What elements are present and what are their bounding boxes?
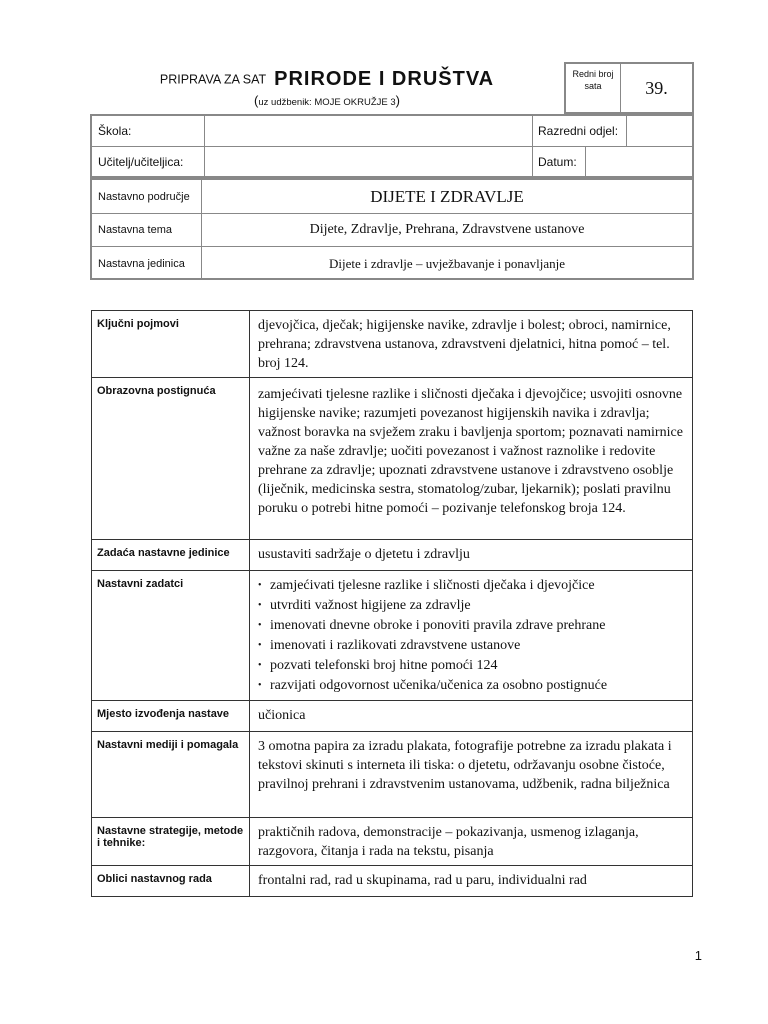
teacher-label: Učitelj/učiteljica: [98, 155, 184, 169]
list-item [258, 676, 692, 696]
key-concepts-value: djevojčica, dječak; higijenske navike, zdravlje i bolest; obroci, namirnice, prehrana; zdravstvena ustanova, zdravstveni djelatnici, hitna pomoć – tel. broj 124. [250, 311, 693, 378]
strategies-value: praktičnih radova, demonstracije – pokazivanja, usmenog izlaganja, razgovora, čitanja i rada na tekstu, pisanja [250, 818, 693, 866]
work-forms-label: Oblici nastavnog rada [92, 866, 250, 897]
objectives-label: Nastavni zadatci [92, 571, 250, 701]
area-value: DIJETE I ZDRAVLJE [370, 186, 524, 206]
row-objectives [92, 571, 693, 701]
lesson-task-label: Zadaća nastavne jedinice [92, 540, 250, 571]
lesson-plan-table [91, 310, 693, 897]
lesson-task-value: usustaviti sadržaje o djetetu i zdravlju [250, 540, 693, 571]
school-field[interactable] [204, 116, 532, 146]
outcomes-label: Obrazovna postignuća [92, 378, 250, 540]
lesson-number-value: 39. [645, 77, 668, 98]
school-info-box [90, 114, 694, 178]
row-location [92, 701, 693, 732]
list-item [258, 576, 692, 596]
subtitle-close-paren: ) [395, 93, 400, 108]
title-line [90, 68, 564, 91]
location-label: Mjesto izvođenja nastave [92, 701, 250, 732]
unit-value: Dijete i zdravlje – uvježbavanje i ponavljanje [328, 255, 566, 271]
date-field[interactable] [585, 147, 692, 177]
objectives-list [258, 576, 692, 696]
info-row-teacher [92, 147, 692, 177]
outcomes-value: zamjećivati tjelesne razlike i sličnosti dječaka i djevojčice; usvojiti osnovne higijenske navike; razumjeti povezanost higijenskih navika i zdravlja; važnost boravka na svježem zraku i bavljenja sportom; poznavati namirnice važne za naše zdravlje; uočiti povezanost i važnost raznolike i redovite prehrane za zdravlje; upoznati zdravstvene ustanove i zdravstveno osoblje (liječnik, medicinska sestra, stomatolog/zubar, ljekarnik); poslati pravilnu poruku o potrebi hitne pomoći – pozivanje telefonskog broja 124. [250, 378, 693, 540]
row-key-concepts [92, 311, 693, 378]
bullet-icon: • [258, 580, 262, 591]
row-outcomes [92, 378, 693, 540]
list-item-text: utvrditi važnost higijene za zdravlje [270, 598, 471, 613]
school-label: Škola: [98, 124, 132, 138]
location-value: učionica [250, 701, 693, 732]
info-row-school [92, 116, 692, 147]
list-item [258, 656, 692, 676]
lesson-topic-box [90, 178, 694, 280]
subtitle-open-paren: ( [254, 93, 259, 108]
class-label: Razredni odjel: [538, 124, 619, 138]
unit-label: Nastavna jedinica [92, 247, 202, 280]
row-media [92, 732, 693, 818]
bullet-icon: • [258, 640, 262, 651]
list-item [258, 596, 692, 616]
teacher-field[interactable] [204, 147, 532, 177]
form-header [90, 62, 694, 280]
work-forms-value: frontalni rad, rad u skupinama, rad u paru, individualni rad [250, 866, 693, 897]
page-title: PRIRODE I DRUŠTVA [274, 68, 495, 90]
list-item-text: imenovati i razlikovati zdravstvene ustanove [270, 638, 521, 653]
list-item-text: razvijati odgovornost učenika/učenica za osobno postignuće [270, 678, 608, 693]
bullet-icon: • [258, 680, 262, 691]
list-item-text: zamjećivati tjelesne razlike i sličnosti dječaka i djevojčice [270, 578, 595, 593]
title-area [90, 62, 564, 114]
strategies-label: Nastavne strategije, metode i tehnike: [92, 818, 250, 866]
lesson-number-label: Redni broj sata [566, 64, 621, 112]
bullet-icon: • [258, 620, 262, 631]
theme-label: Nastavna tema [92, 213, 202, 246]
bullet-icon: • [258, 660, 262, 671]
row-lesson-task [92, 540, 693, 571]
row-work-forms [92, 866, 693, 897]
media-label: Nastavni mediji i pomagala [92, 732, 250, 818]
list-item-text: imenovati dnevne obroke i ponoviti pravila zdrave prehrane [270, 618, 606, 633]
list-item [258, 636, 692, 656]
area-label: Nastavno područje [92, 180, 202, 213]
topic-row-theme [92, 213, 692, 247]
theme-value: Dijete, Zdravlje, Prehrana, Zdravstvene ustanove [309, 221, 585, 237]
page-number: 1 [694, 948, 702, 963]
list-item-text: pozvati telefonski broj hitne pomoći 124 [270, 658, 498, 673]
date-label: Datum: [538, 155, 577, 169]
title-prefix: PRIPRAVA ZA SAT [159, 72, 267, 87]
bullet-icon: • [258, 600, 262, 611]
row-strategies [92, 818, 693, 866]
subtitle [90, 93, 564, 108]
subtitle-text: uz udžbenik: MOJE OKRUŽJE 3 [258, 97, 396, 108]
class-field[interactable] [626, 116, 692, 146]
topic-row-area [92, 180, 692, 214]
media-value: 3 omotna papira za izradu plakata, fotografije potrebne za izradu plakata i tekstovi skinuti s interneta ili tiska: o djetetu, održavanju osobne čistoće, pravilnoj prehrani i zdravstvenim ustanovama, udžbenik, radna bilježnica [250, 732, 693, 818]
list-item [258, 616, 692, 636]
topic-row-unit [92, 247, 692, 280]
lesson-number-box [564, 62, 694, 114]
objectives-value [250, 571, 693, 701]
key-concepts-label: Ključni pojmovi [92, 311, 250, 378]
